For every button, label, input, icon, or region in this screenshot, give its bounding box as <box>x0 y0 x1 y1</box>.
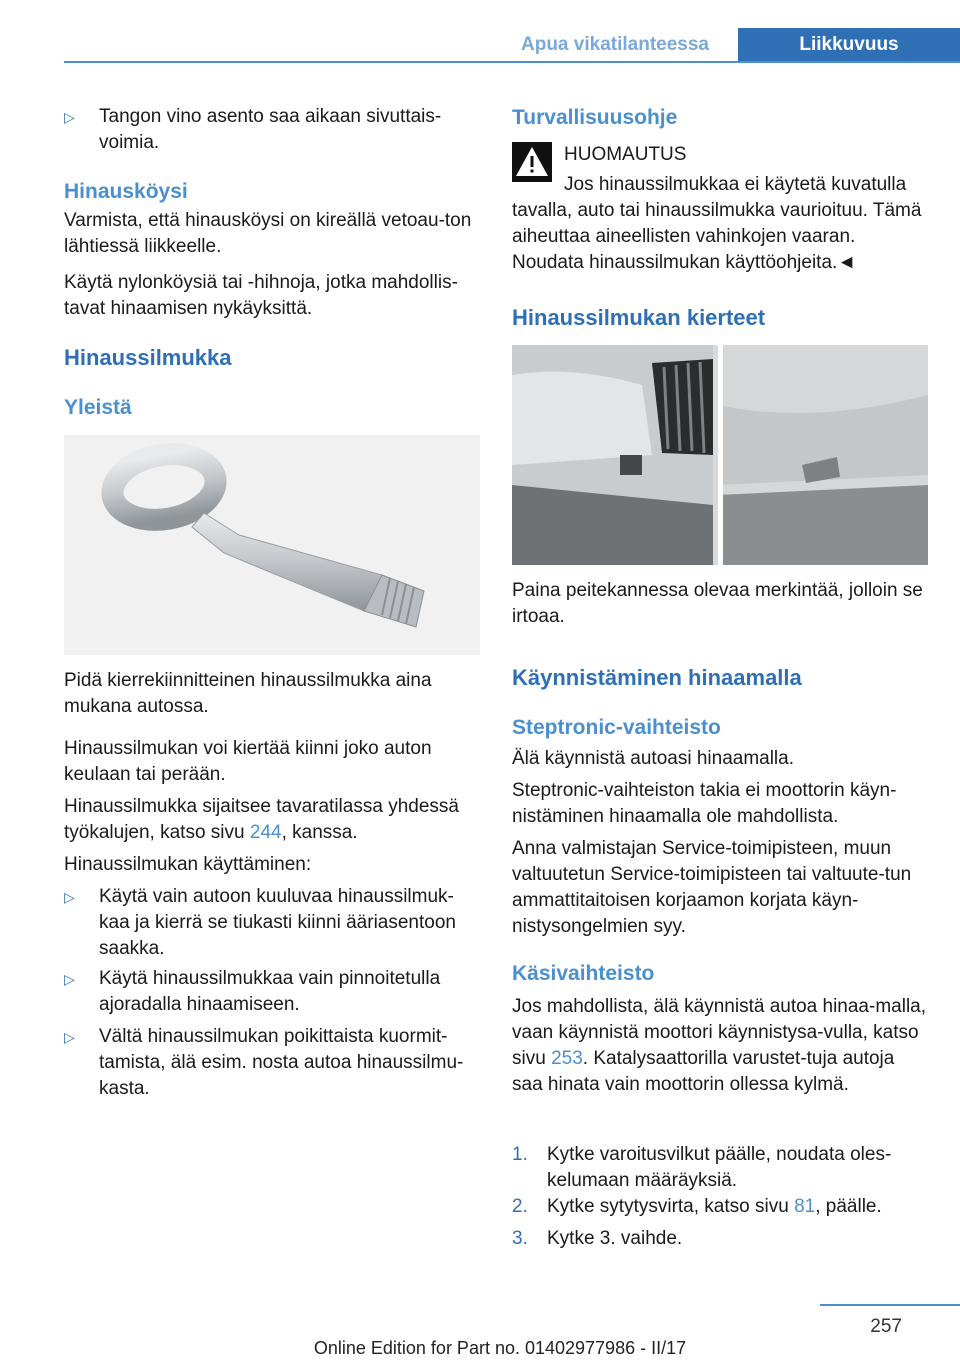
tow-eye-image <box>64 435 480 655</box>
heading-general: Yleistä <box>64 396 132 419</box>
triangle-right-icon: ▷ <box>64 1029 75 1045</box>
page-link-253[interactable]: 253 <box>551 1048 583 1069</box>
text: , päälle. <box>815 1196 882 1217</box>
paragraph-location <box>64 794 480 846</box>
bullet-text: Käytä hinaussilmukkaa vain pinnoitetulla ajoradalla hinaamiseen. <box>99 968 441 1015</box>
text: Jos mahdollista, älä käynnistä autoa hinaa-malla, vaan käynnistä moottori käynnistysa-vulla, katso sivu <box>512 996 927 1069</box>
paragraph: Älä käynnistä autoasi hinaamalla. <box>512 748 795 769</box>
heading-tow-rope: Hinausköysi <box>64 180 188 203</box>
heading-tow-start: Käynnistäminen hinaamalla <box>512 665 802 690</box>
step-text <box>547 1194 927 1220</box>
text: Kytke sytytysvirta, katso sivu <box>547 1196 795 1217</box>
car-bumper-illustration <box>512 345 928 565</box>
heading-tow-eye: Hinaussilmukka <box>64 345 232 370</box>
step-number: 1. <box>512 1144 528 1165</box>
header-section: Apua vikatilanteessa <box>521 34 709 55</box>
triangle-right-icon: ▷ <box>64 109 75 125</box>
paragraph: Hinaussilmukan voi kiertää kiinni joko auton keulaan tai perään. <box>64 738 432 785</box>
bullet-text: Tangon vino asento saa aikaan sivuttais-voimia. <box>99 106 442 153</box>
notice-title: HUOMAUTUS <box>564 144 687 165</box>
text: . Katalysaattorilla varustet-tuja autoja saa hinata vain moottorin ollessa kylmä. <box>512 1048 895 1095</box>
text: Hinaussilmukka sijaitsee tavaratilassa yhdessä työkalujen, katso sivu <box>64 796 459 843</box>
paragraph-manual <box>512 994 928 1098</box>
step-number: 3. <box>512 1228 528 1249</box>
paragraph: Varmista, että hinausköysi on kireällä vetoau-ton lähtiessä liikkeelle. <box>64 210 472 257</box>
triangle-right-icon: ▷ <box>64 889 75 905</box>
header-rule <box>64 61 960 63</box>
page-link-244[interactable]: 244 <box>249 822 282 843</box>
page-number: 257 <box>870 1316 902 1337</box>
heading-steptronic: Steptronic-vaihteisto <box>512 716 721 739</box>
paragraph: Käytä nylonköysiä tai -hihnoja, jotka mahdollis-tavat hinaamisen nykäyksittä. <box>64 272 458 319</box>
footer-edition: Online Edition for Part no. 01402977986 - II/17 <box>313 1338 687 1358</box>
heading-manual: Käsivaihteisto <box>512 962 655 985</box>
paragraph: Hinaussilmukan käyttäminen: <box>64 854 312 875</box>
paragraph: Anna valmistajan Service-toimipisteen, muun valtuutetun Service-toimipisteen tai valtuute-tun ammattitaitoisen korjaamon korjata käyn-nistysongelmien syy. <box>512 838 912 937</box>
step-number: 2. <box>512 1196 528 1217</box>
step-text: Kytke 3. vaihde. <box>547 1228 683 1249</box>
paragraph: Pidä kierrekiinnitteinen hinaussilmukka aina mukana autossa. <box>64 670 432 717</box>
footer-rule <box>820 1304 960 1306</box>
triangle-right-icon: ▷ <box>64 971 75 987</box>
car-bumper-image <box>512 345 928 565</box>
paragraph: Steptronic-vaihteiston takia ei moottorin käyn-nistäminen hinaamalla ole mahdollista. <box>512 780 897 827</box>
heading-threads: Hinaussilmukan kierteet <box>512 305 766 330</box>
bullet-text: Vältä hinaussilmukan poikittaista kuormit-tamista, älä esim. nosta autoa hinaussilmu-kasta. <box>99 1026 464 1099</box>
heading-safety: Turvallisuusohje <box>512 106 678 129</box>
header-chapter: Liikkuvuus <box>738 28 960 61</box>
paragraph: Paina peitekannessa olevaa merkintää, jolloin se irtoaa. <box>512 580 923 627</box>
text: , kanssa. <box>281 822 358 843</box>
bullet-text: Käytä vain autoon kuuluvaa hinaussilmuk-kaa ja kierrä se tiukasti kiinni ääriasentoon saakka. <box>99 886 456 959</box>
page-link-81[interactable]: 81 <box>794 1196 816 1217</box>
step-text: Kytke varoitusvilkut päälle, noudata oles-kelumaan määräyksiä. <box>547 1144 892 1191</box>
notice-text: Jos hinaussilmukkaa ei käytetä kuvatulla tavalla, auto tai hinaussilmukka vaurioituu. Tämä aiheuttaa aineellisten vahinkojen vaaran. Noudata hinaussilmukan käyttöohjeita.◄ <box>512 174 922 273</box>
tow-eye-illustration <box>64 435 480 655</box>
